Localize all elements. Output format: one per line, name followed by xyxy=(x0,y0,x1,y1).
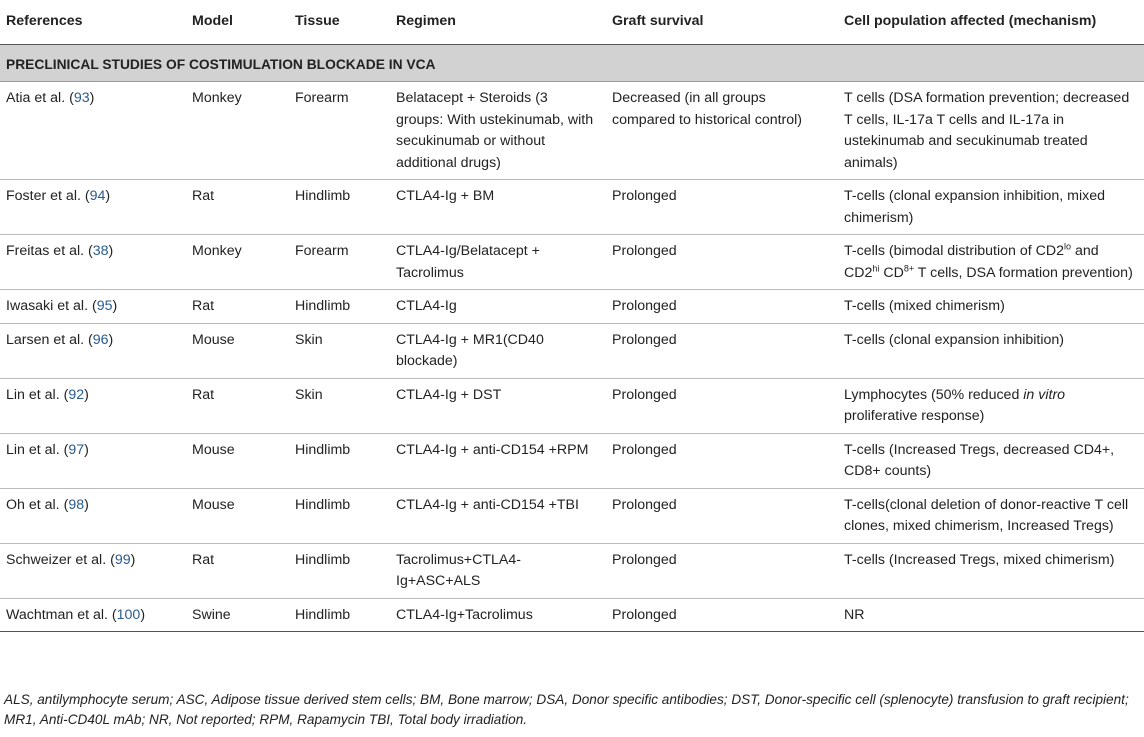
header-row xyxy=(0,0,1144,44)
table-row xyxy=(0,488,1144,543)
survival-cell: Prolonged xyxy=(606,488,838,543)
table-row xyxy=(0,433,1144,488)
citation-link[interactable]: 96 xyxy=(92,331,109,348)
citation-link[interactable]: 93 xyxy=(73,90,90,106)
survival-cell: Prolonged xyxy=(606,235,838,290)
header-tissue: Tissue xyxy=(289,0,390,44)
regimen-cell: CTLA4-Ig + MR1(CD40 blockade) xyxy=(390,323,606,378)
author: Lin et al. xyxy=(6,386,60,403)
tissue-cell: Hindlimb xyxy=(289,180,390,235)
citation-link[interactable]: 99 xyxy=(114,551,131,568)
superscript: 8+ xyxy=(903,262,915,273)
author: Larsen et al. xyxy=(6,331,85,348)
survival-cell: Decreased (in all groups compared to historical control) xyxy=(606,82,838,180)
survival-cell: Prolonged xyxy=(606,378,838,433)
regimen-cell: Belatacept + Steroids (3 groups: With ustekinumab, with secukinumab or without additional drugs) xyxy=(390,82,606,180)
table-row xyxy=(0,378,1144,433)
mechanism-cell: T-cells (clonal expansion inhibition, mixed chimerism) xyxy=(838,180,1144,235)
mechanism-cell xyxy=(838,235,1144,290)
tissue-cell: Hindlimb xyxy=(289,433,390,488)
mechanism-cell: T-cells (Increased Tregs, decreased CD4+, CD8+ counts) xyxy=(838,433,1144,488)
citation-link[interactable]: 94 xyxy=(89,188,106,204)
author: Foster et al. xyxy=(6,188,81,204)
table-row xyxy=(0,323,1144,378)
author: Schweizer et al. xyxy=(6,551,107,568)
author: Atia et al. xyxy=(6,90,66,106)
reference-cell: Lin et al. (97) xyxy=(0,433,186,488)
section-row xyxy=(0,44,1144,82)
reference-cell: Freitas et al. (38) xyxy=(0,235,186,290)
model-cell: Swine xyxy=(186,598,289,632)
regimen-cell: CTLA4-Ig + DST xyxy=(390,378,606,433)
regimen-cell: CTLA4-Ig + BM xyxy=(390,180,606,235)
mechanism-cell: T-cells (Increased Tregs, mixed chimerism) xyxy=(838,543,1144,598)
tissue-cell: Hindlimb xyxy=(289,488,390,543)
survival-cell: Prolonged xyxy=(606,543,838,598)
survival-cell: Prolonged xyxy=(606,323,838,378)
reference-cell: Iwasaki et al. (95) xyxy=(0,290,186,324)
table-footnote: ALS, antilymphocyte serum; ASC, Adipose tissue derived stem cells; BM, Bone marrow; DSA, Donor specific antibodies; DST, Donor-specific cell (splenocyte) transfusion to graft recipient; MR1, Anti-CD40L mAb; NR, Not reported; RPM, Rapamycin TBI, Total body irradiation. xyxy=(4,692,1129,727)
tissue-cell: Hindlimb xyxy=(289,598,390,632)
header-graft-survival: Graft survival xyxy=(606,0,838,44)
model-cell: Rat xyxy=(186,180,289,235)
table-row xyxy=(0,543,1144,598)
regimen-cell: CTLA4-Ig/Belatacept + Tacrolimus xyxy=(390,235,606,290)
reference-cell: Oh et al. (98) xyxy=(0,488,186,543)
model-cell: Mouse xyxy=(186,323,289,378)
mechanism-cell: T cells (DSA formation prevention; decreased T cells, IL-17a T cells and IL-17a in ustekinumab and secukinumab treated animals) xyxy=(838,82,1144,180)
reference-cell: Foster et al. (94) xyxy=(0,180,186,235)
model-cell: Rat xyxy=(186,378,289,433)
model-cell: Monkey xyxy=(186,82,289,180)
regimen-cell: CTLA4-Ig + anti-CD154 +TBI xyxy=(390,488,606,543)
tissue-cell: Hindlimb xyxy=(289,543,390,598)
survival-cell: Prolonged xyxy=(606,433,838,488)
tissue-cell: Hindlimb xyxy=(289,290,390,324)
citation-link[interactable]: 95 xyxy=(96,298,113,314)
author: Wachtman et al. xyxy=(6,606,108,623)
regimen-cell: Tacrolimus+CTLA4-Ig+ASC+ALS xyxy=(390,543,606,598)
tissue-cell: Forearm xyxy=(289,235,390,290)
table-row xyxy=(0,598,1144,632)
header-references: References xyxy=(0,0,186,44)
mechanism-text: Lymphocytes (50% reduced xyxy=(844,386,1024,403)
mechanism-text: T-cells (bimodal distribution of CD2 xyxy=(844,243,1064,259)
table-row xyxy=(0,290,1144,324)
superscript: hi xyxy=(872,262,880,273)
table-row xyxy=(0,180,1144,235)
mechanism-text: and CD2 xyxy=(844,243,1099,281)
author: Iwasaki et al. xyxy=(6,298,89,314)
mechanism-cell: T-cells (clonal expansion inhibition) xyxy=(838,323,1144,378)
mechanism-text: proliferative response) xyxy=(844,408,985,424)
citation-link[interactable]: 98 xyxy=(68,496,85,513)
tissue-cell: Forearm xyxy=(289,82,390,180)
mechanism-text: CD xyxy=(879,264,904,281)
regimen-cell: CTLA4-Ig xyxy=(390,290,606,324)
header-cell-population: Cell population affected (mechanism) xyxy=(838,0,1144,44)
citation-link[interactable]: 100 xyxy=(116,606,141,623)
mechanism-cell: T-cells(clonal deletion of donor-reactive T cell clones, mixed chimerism, Increased Tregs) xyxy=(838,488,1144,543)
table-row xyxy=(0,235,1144,290)
superscript: lo xyxy=(1064,241,1072,252)
reference-cell: Atia et al. (93) xyxy=(0,82,186,180)
mechanism-text: T cells, DSA formation prevention) xyxy=(914,264,1133,281)
mechanism-italic-text: in vitro xyxy=(1023,386,1066,403)
model-cell: Mouse xyxy=(186,488,289,543)
model-cell: Rat xyxy=(186,543,289,598)
reference-cell: Wachtman et al. (100) xyxy=(0,598,186,632)
mechanism-cell xyxy=(838,378,1144,433)
header-regimen: Regimen xyxy=(390,0,606,44)
reference-cell: Schweizer et al. (99) xyxy=(0,543,186,598)
author: Freitas et al. xyxy=(6,243,85,259)
reference-cell: Larsen et al. (96) xyxy=(0,323,186,378)
mechanism-cell: NR xyxy=(838,598,1144,632)
table-row xyxy=(0,82,1144,180)
header-model: Model xyxy=(186,0,289,44)
regimen-cell: CTLA4-Ig+Tacrolimus xyxy=(390,598,606,632)
model-cell: Mouse xyxy=(186,433,289,488)
mechanism-cell: T-cells (mixed chimerism) xyxy=(838,290,1144,324)
survival-cell: Prolonged xyxy=(606,598,838,632)
model-cell: Monkey xyxy=(186,235,289,290)
citation-link[interactable]: 97 xyxy=(68,441,85,458)
tissue-cell: Skin xyxy=(289,378,390,433)
author: Lin et al. xyxy=(6,441,60,458)
tissue-cell: Skin xyxy=(289,323,390,378)
citation-link[interactable]: 92 xyxy=(68,386,85,403)
survival-cell: Prolonged xyxy=(606,290,838,324)
regimen-cell: CTLA4-Ig + anti-CD154 +RPM xyxy=(390,433,606,488)
survival-cell: Prolonged xyxy=(606,180,838,235)
model-cell: Rat xyxy=(186,290,289,324)
section-title: PRECLINICAL STUDIES OF COSTIMULATION BLOCKADE IN VCA xyxy=(0,44,1144,82)
reference-cell: Lin et al. (92) xyxy=(0,378,186,433)
citation-link[interactable]: 38 xyxy=(92,243,109,259)
author: Oh et al. xyxy=(6,496,60,513)
